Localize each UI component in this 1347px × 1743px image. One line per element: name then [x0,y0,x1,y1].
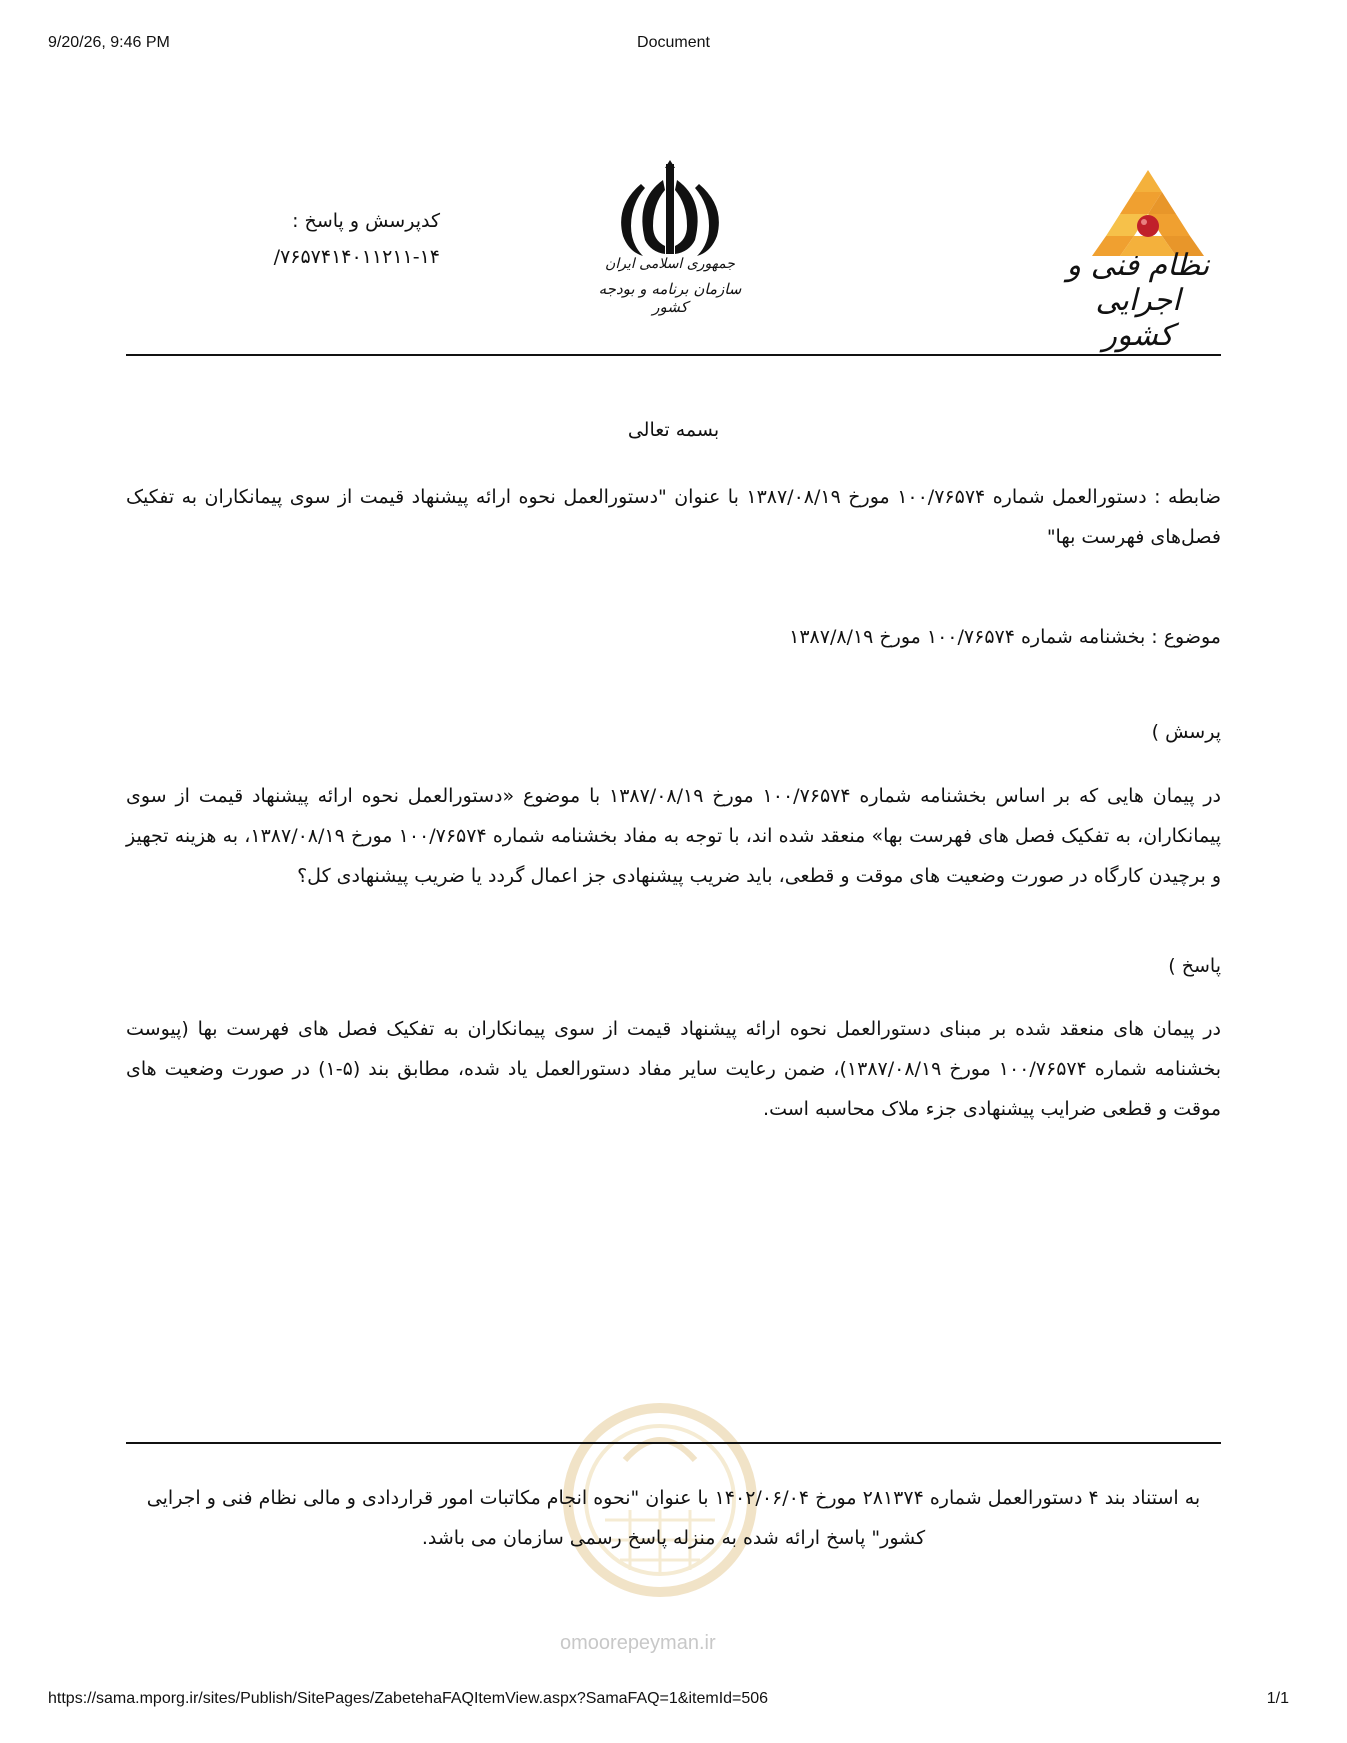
nezam-fanni-logo-text: نظام فنی و اجرایی کشور [1066,248,1210,353]
faq-code-value: ۷۶۵۷۴۱۴۰۱۱۲۱۱-۱۴/ [273,246,440,268]
print-url: https://sama.mporg.ir/sites/Publish/SitePages/ZabetehaFAQItemView.aspx?SamaFAQ=1&itemId=506 [48,1690,769,1707]
bismillah-heading: بسمه تعالی [627,419,720,441]
faq-code-label: کدپرسش و پاسخ : [292,210,440,232]
print-page-count: 1/1 [1266,1690,1289,1707]
answer-paragraph: در پیمان های منعقد شده بر مبنای دستورالعمل نحوه ارائه پیشنهاد قیمت از سوی پیمانکاران به تفکیک فصل های فهرست بها (پیوست بخشنامه شماره ۱۰۰/۷۶۵۷۴ مورخ ۱۳۸۷/۰۸/۱۹)، ضمن رعایت سایر مفاد دستورالعمل یاد شده، مطابق بند (۵-۱) در صورت وضعیت های موقت و قطعی ضرایب پیشنهادی جزء ملاک محاسبه است. [126,1018,1221,1120]
print-datetime: 9/20/26, 9:46 PM [48,34,170,51]
footer-divider [126,1442,1221,1444]
question-label: پرسش ) [1151,721,1221,743]
emblem-caption-republic: جمهوری اسلامی ایران [605,256,735,272]
question-paragraph: در پیمان هایی که بر اساس بخشنامه شماره ۱۰۰/۷۶۵۷۴ مورخ ۱۳۸۷/۰۸/۱۹ با موضوع «دستورالعمل نحوه ارائه پیشنهاد قیمت از سوی پیمانکاران، به تفکیک فصل های فهرست بها» منعقد شده اند، با توجه به مفاد بخشنامه شماره ۱۰۰/۷۶۵۷۴ مورخ ۱۳۸۷/۰۸/۱۹، به هزینه تجهیز و برچیدن کارگاه در صورت وضعیت های موقت و قطعی، باید ضریب پیشنهادی جز اعمال گردد یا ضریب پیشنهادی کل؟ [126,785,1221,887]
zabeteh-paragraph: ضابطه : دستورالعمل شماره ۱۰۰/۷۶۵۷۴ مورخ ۱۳۸۷/۰۸/۱۹ با عنوان "دستورالعمل نحوه ارائه پیشنهاد قیمت از سوی پیمانکاران به تفکیک فصل‌های فهرست بها" [126,486,1222,548]
watermark-url: omoorepeyman.ir [560,1632,716,1654]
official-response-note: به استناد بند ۴ دستورالعمل شماره ۲۸۱۳۷۴ مورخ ۱۴۰۲/۰۶/۰۴ با عنوان "نحوه انجام مکاتبات امور قراردادی و مالی نظام فنی و اجرایی کشور" پاسخ ارائه شده به منزله پاسخ رسمی سازمان می باشد. [146,1487,1201,1549]
print-title: Document [637,34,710,51]
emblem-caption-organization: سازمان برنامه و بودجه کشور [598,280,742,316]
answer-label: پاسخ ) [1168,955,1221,977]
subject-line: موضوع : بخشنامه شماره ۱۰۰/۷۶۵۷۴ مورخ ۱۳۸۷/۸/۱۹ [789,626,1221,648]
header-divider [126,354,1221,356]
